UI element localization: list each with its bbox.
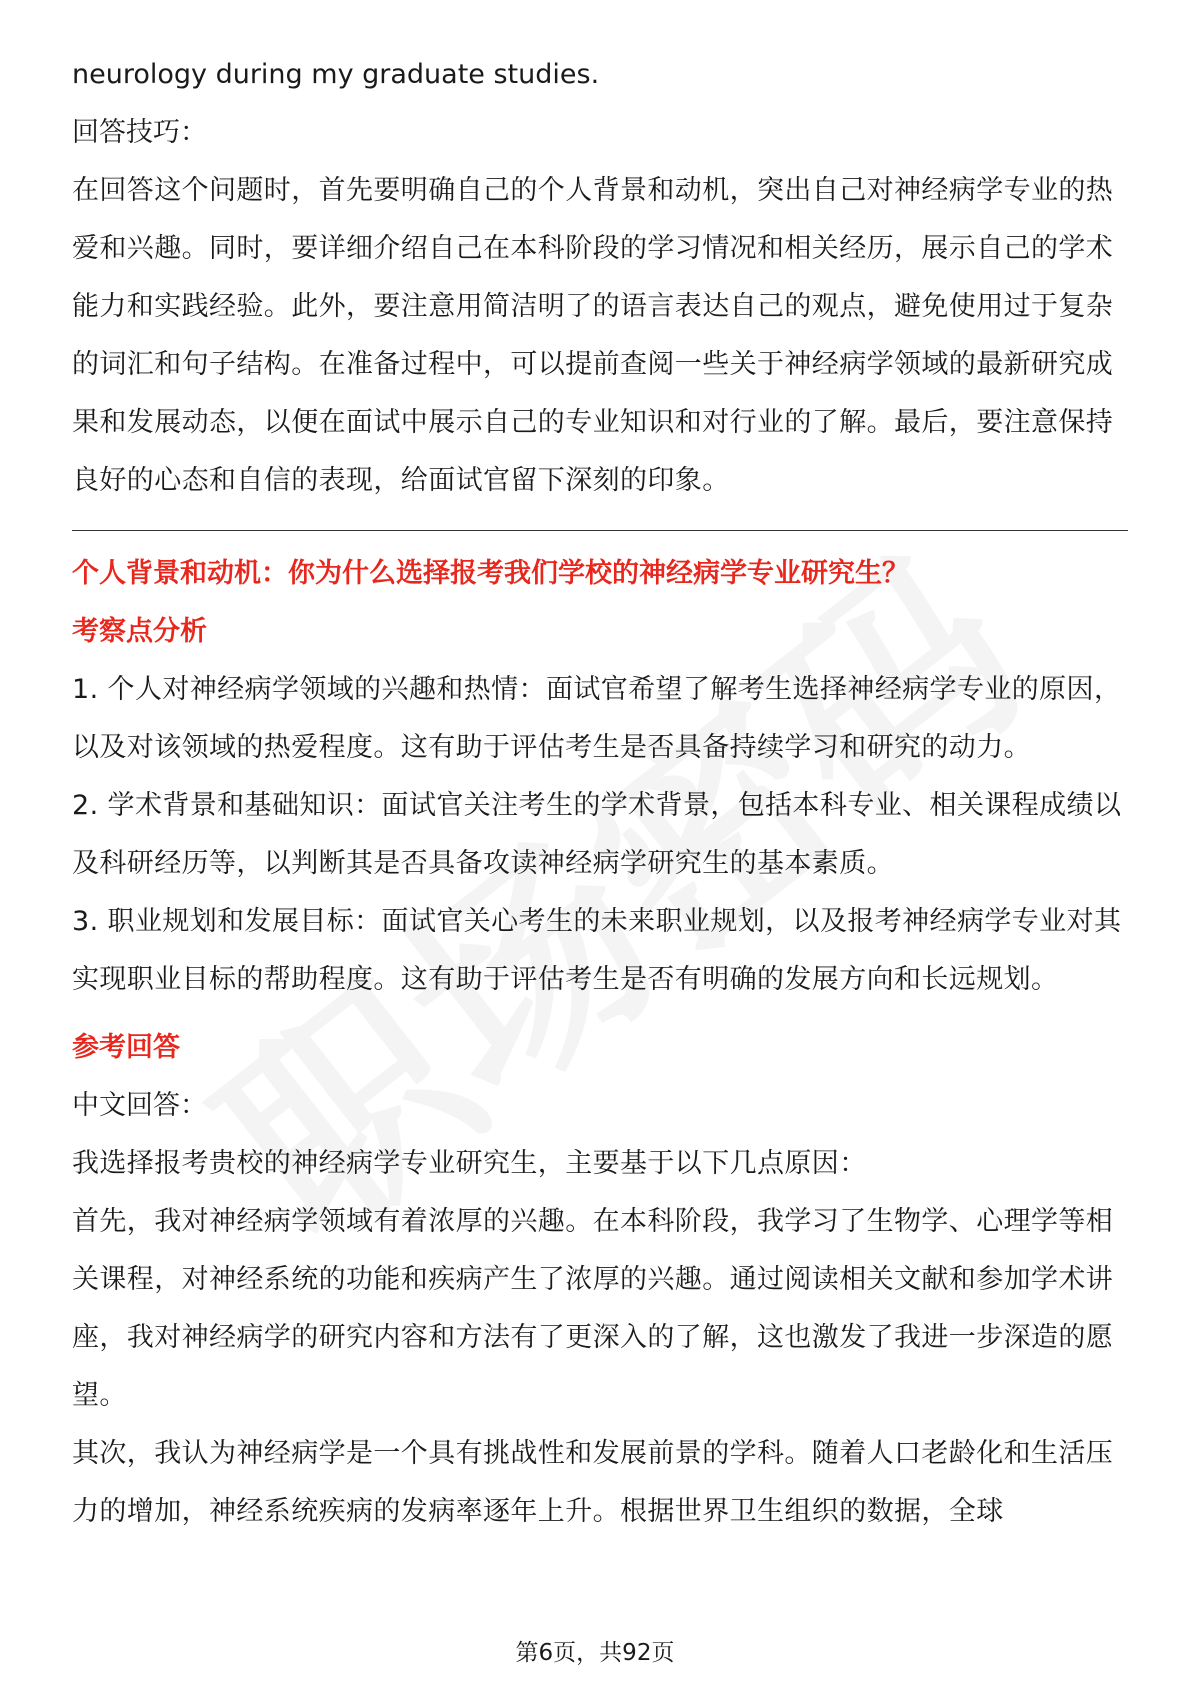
tips-paragraph: 在回答这个问题时，首先要明确自己的个人背景和动机，突出自己对神经病学专业的热爱和兴趣。同时，要详细介绍自己在本科阶段的学习情况和相关经历，展示自己的学术能力和实践经验。此外，要注意用简洁明了的语言表达自己的观点，避免使用过于复杂的词汇和句子结构。在准备过程中，可以提前查阅一些关于神经病学领域的最新研究成果和发展动态，以便在面试中展示自己的专业知识和对行业的了解。最后，要注意保持良好的心态和自信的表现，给面试官留下深刻的印象。 <box>72 175 1114 496</box>
analysis-heading: 考察点分析 <box>72 616 207 647</box>
tips-label: 回答技巧： <box>72 117 207 148</box>
question-heading: 个人背景和动机：你为什么选择报考我们学校的神经病学专业研究生？ <box>72 558 909 589</box>
page-footer: 第6页，共92页 <box>515 1640 675 1666</box>
answer-paragraph: 其次，我认为神经病学是一个具有挑战性和发展前景的学科。随着人口老龄化和生活压力的增加，神经系统疾病的发病率逐年上升。根据世界卫生组织的数据，全球 <box>72 1438 1114 1527</box>
continuation-text: neurology during my graduate studies. <box>72 59 600 90</box>
reference-heading: 参考回答 <box>72 1032 180 1063</box>
chinese-answer-label: 中文回答： <box>72 1090 207 1121</box>
section-divider <box>72 530 1128 531</box>
answer-paragraph: 首先，我对神经病学领域有着浓厚的兴趣。在本科阶段，我学习了生物学、心理学等相关课程，对神经系统的功能和疾病产生了浓厚的兴趣。通过阅读相关文献和参加学术讲座，我对神经病学的研究内容和方法有了更深入的了解，这也激发了我进一步深造的愿望。 <box>72 1206 1114 1411</box>
analysis-point: 2. 学术背景和基础知识：面试官关注考生的学术背景，包括本科专业、相关课程成绩以及科研经历等，以判断其是否具备攻读神经病学研究生的基本素质。 <box>72 790 1122 879</box>
answer-paragraph: 我选择报考贵校的神经病学专业研究生，主要基于以下几点原因： <box>72 1148 867 1179</box>
document-page <box>72 46 1128 1541</box>
analysis-point: 1. 个人对神经病学领域的兴趣和热情：面试官希望了解考生选择神经病学专业的原因，以及对该领域的热爱程度。这有助于评估考生是否具备持续学习和研究的动力。 <box>72 674 1122 763</box>
analysis-point: 3. 职业规划和发展目标：面试官关心考生的未来职业规划，以及报考神经病学专业对其实现职业目标的帮助程度。这有助于评估考生是否有明确的发展方向和长远规划。 <box>72 906 1122 995</box>
